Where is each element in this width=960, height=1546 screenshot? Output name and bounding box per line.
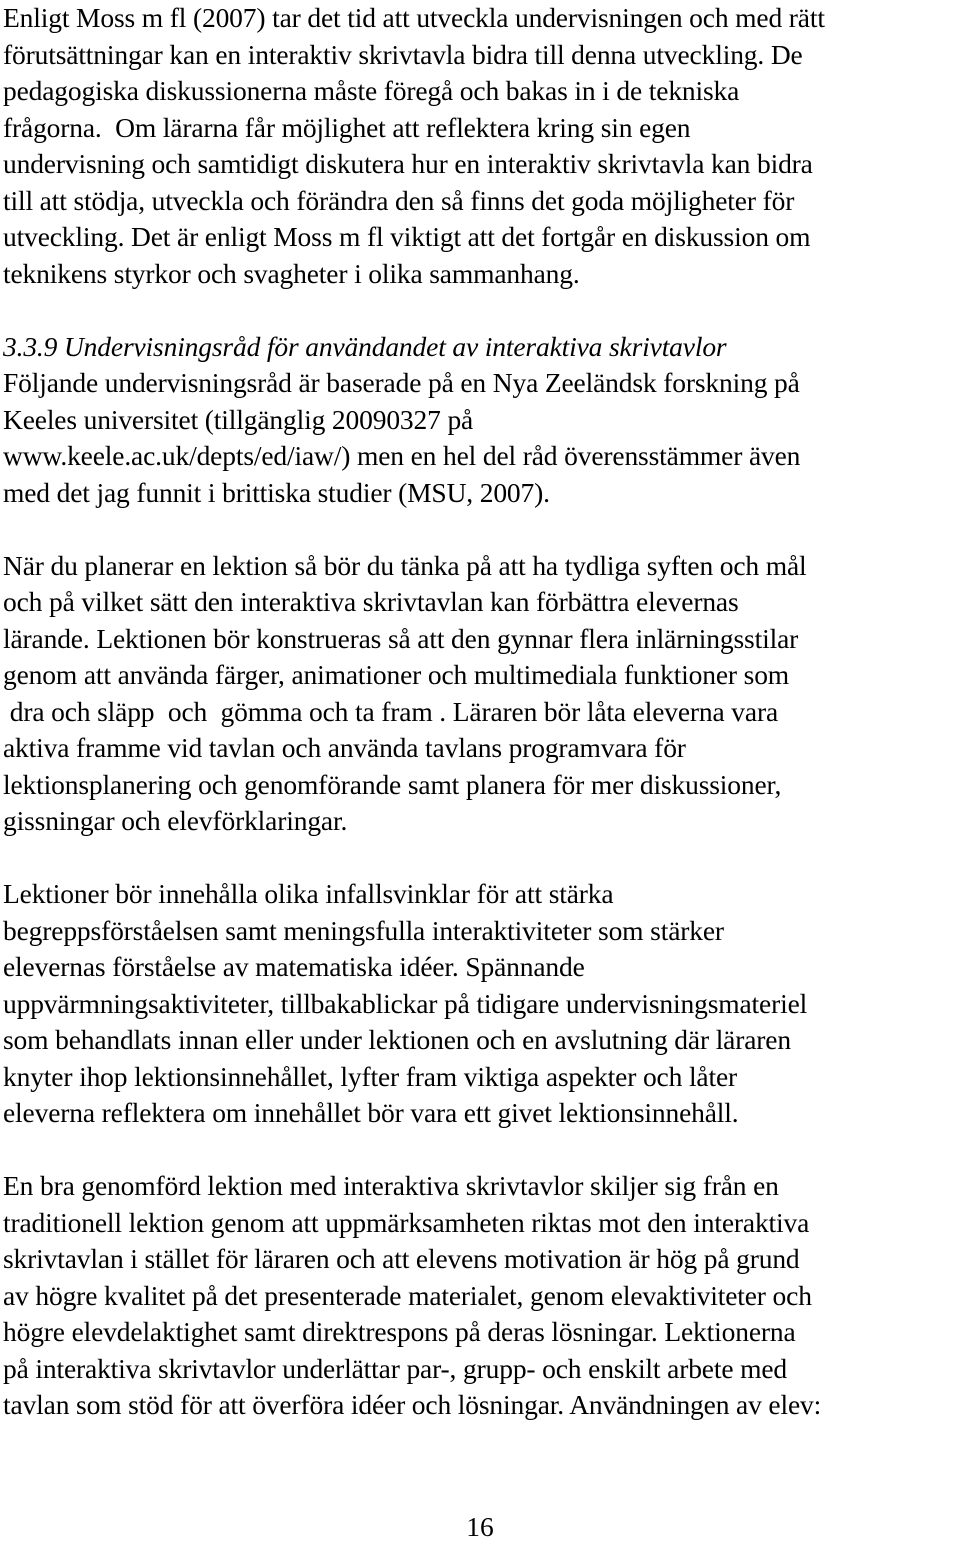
text-line: teknikens styrkor och svagheter i olika sammanhang. xyxy=(3,257,580,289)
text-line: knyter ihop lektionsinnehållet, lyfter fram viktiga aspekter och låter xyxy=(3,1060,738,1092)
text-line: genom att använda färger, animationer och multimediala funktioner som xyxy=(3,659,790,690)
text-line: traditionell lektion genom att uppmärksamheten riktas mot den interaktiva xyxy=(3,1206,810,1238)
text-line: aktiva framme vid tavlan och använda tavlans programvara för xyxy=(3,732,686,763)
text-line: med det jag funnit i brittiska studier (MSU, 2007). xyxy=(3,476,550,508)
text-line: av högre kvalitet på det presenterade materialet, genom elevaktiviteter och xyxy=(3,1279,812,1311)
text-line: Keeles universitet (tillgänglig 20090327 på xyxy=(3,403,474,435)
text-line: dra och släpp och gömma och ta fram . Läraren bör låta eleverna vara xyxy=(3,695,779,727)
paragraph-4 xyxy=(3,876,960,1132)
paragraph-1 xyxy=(3,0,960,292)
text-line: pedagogiska diskussionerna måste föregå och bakas in i de tekniska xyxy=(3,75,740,106)
text-line: tavlan som stöd för att överföra idéer och lösningar. Användningen av elev: xyxy=(3,1389,822,1420)
text-line: till att stödja, utveckla och förändra den så finns det goda möjligheter för xyxy=(3,184,795,216)
paragraph-2 xyxy=(3,329,960,512)
text-line: När du planerar en lektion så bör du tänka på att ha tydliga syften och mål xyxy=(3,549,807,581)
text-line: elevernas förståelse av matematiska idéer. Spännande xyxy=(3,951,585,982)
text-line: lärande. Lektionen bör konstrueras så att den gynnar flera inlärningsstilar xyxy=(3,622,799,654)
text-line: www.keele.ac.uk/depts/ed/iaw/) men en hel del råd överensstämmer även xyxy=(3,440,801,471)
text-line: som behandlats innan eller under lektionen och en avslutning där läraren xyxy=(3,1024,791,1055)
page-number: 16 xyxy=(466,1511,494,1542)
text-line: utveckling. Det är enligt Moss m fl viktigt att det fortgår en diskussion om xyxy=(3,221,811,252)
text-line: eleverna reflektera om innehållet bör vara ett givet lektionsinnehåll. xyxy=(3,1097,739,1128)
paragraph-3 xyxy=(3,548,960,840)
text-line: En bra genomförd lektion med interaktiva skrivtavlor skiljer sig från en xyxy=(3,1170,779,1201)
text-line: skrivtavlan i stället för läraren och att elevens motivation är hög på grund xyxy=(3,1243,800,1274)
text-line: på interaktiva skrivtavlor underlättar par-, grupp- och enskilt arbete med xyxy=(3,1352,788,1384)
text-line: gissningar och elevförklaringar. xyxy=(3,805,348,836)
text-line: högre elevdelaktighet samt direktrespons på deras lösningar. Lektionerna xyxy=(3,1316,796,1347)
text-line: uppvärmningsaktiviteter, tillbakablickar på tidigare undervisningsmateriel xyxy=(3,987,808,1019)
text-line: Följande undervisningsråd är baserade på en Nya Zeeländsk forskning på xyxy=(3,367,800,398)
text-line: Lektioner bör innehålla olika infallsvinklar för att stärka xyxy=(3,878,614,909)
text-line: och på vilket sätt den interaktiva skrivtavlan kan förbättra elevernas xyxy=(3,586,739,617)
text-line: Enligt Moss m fl (2007) tar det tid att utveckla undervisningen och med rätt xyxy=(3,2,825,33)
paragraph-5 xyxy=(3,1168,960,1424)
section-heading: 3.3.9 Undervisningsråd för användandet av interaktiva skrivtavlor xyxy=(3,330,727,362)
text-line: undervisning och samtidigt diskutera hur en interaktiv skrivtavla kan bidra xyxy=(3,148,813,179)
text-line: begreppsförståelsen samt meningsfulla interaktiviteter som stärker xyxy=(3,914,724,946)
text-line: frågorna. Om lärarna får möjlighet att reflektera kring sin egen xyxy=(3,111,691,143)
text-line: lektionsplanering och genomförande samt planera för mer diskussioner, xyxy=(3,768,782,800)
document-body xyxy=(3,0,960,1424)
text-line: förutsättningar kan en interaktiv skrivtavla bidra till denna utveckling. De xyxy=(3,38,803,70)
